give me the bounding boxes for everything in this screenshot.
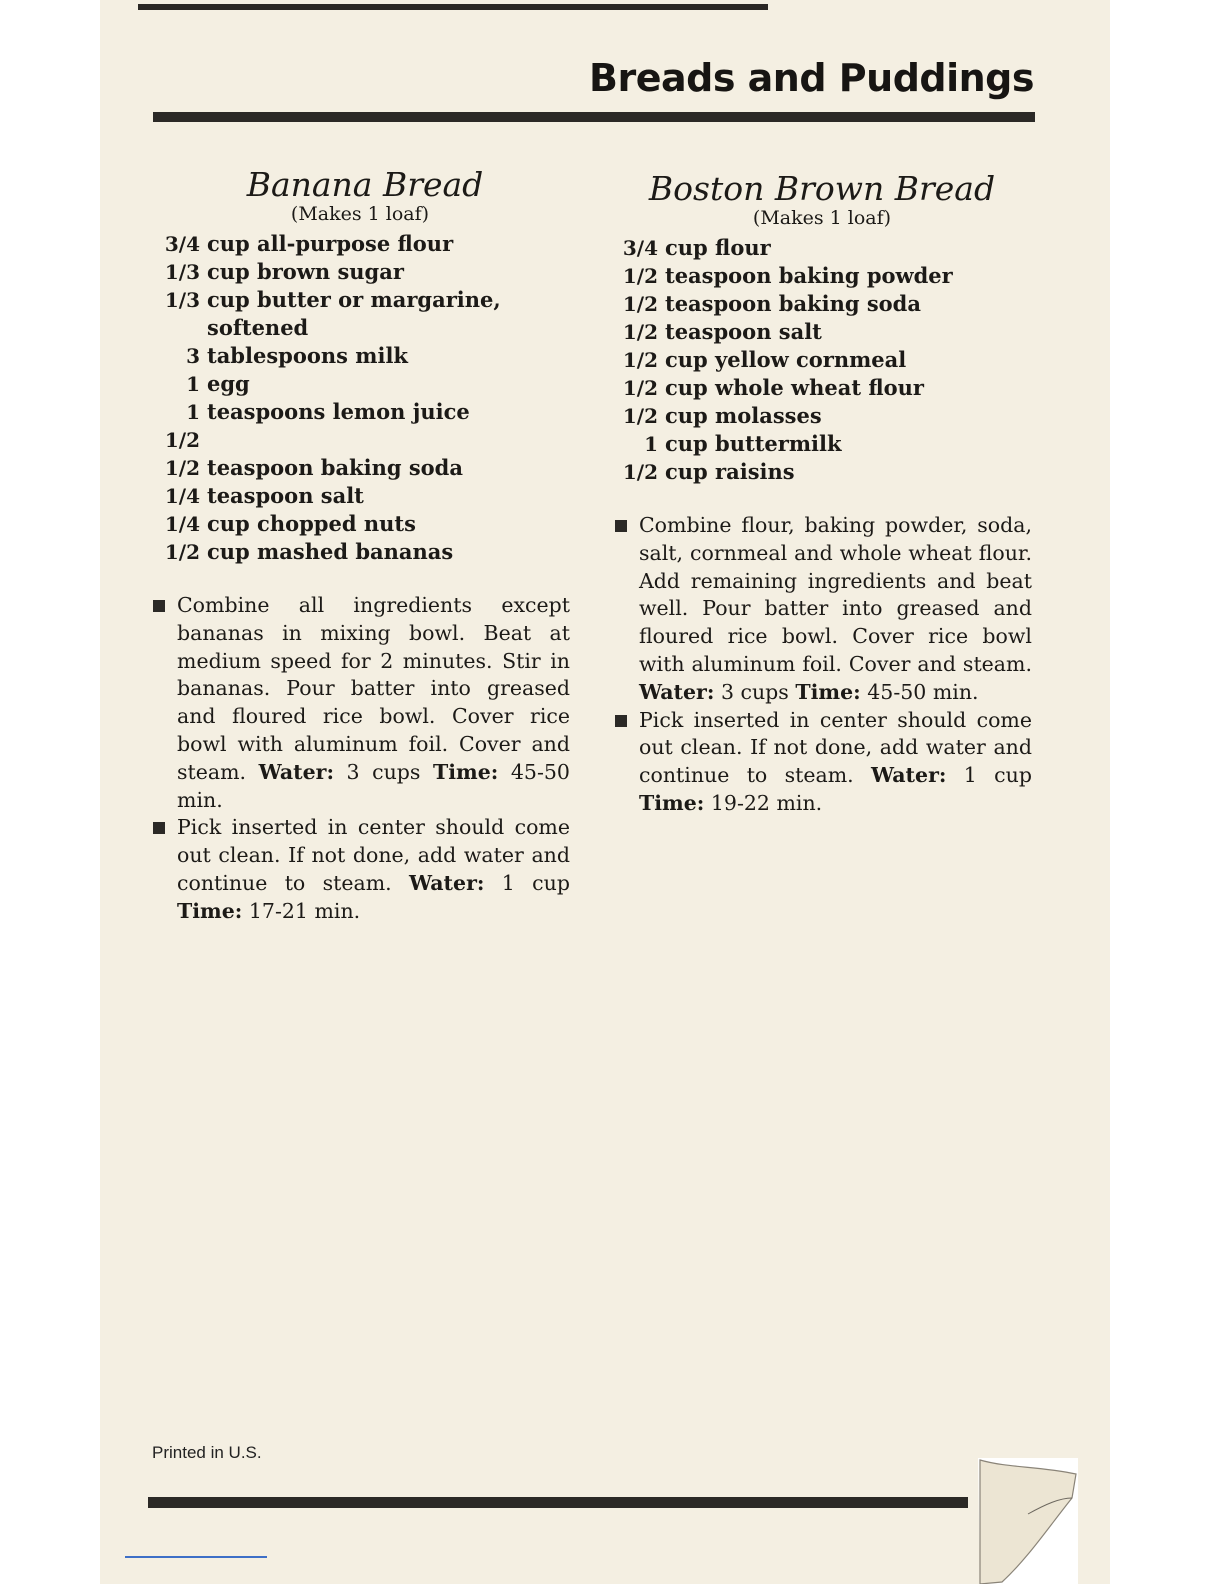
water-amount: 3 cups (346, 759, 421, 784)
ingredient-item (612, 234, 1032, 262)
ingredient-name: teaspoon baking powder (665, 263, 953, 288)
ingredient-name: cup butter or margarine, softened (207, 287, 501, 340)
ingredient-name: cup chopped nuts (207, 511, 416, 536)
ingredient-qty: 1/2 (622, 404, 658, 428)
step-text: Pick inserted in center should come out clean. If not done, add water and continue to steam. (639, 707, 1032, 788)
time-label: Time: (432, 759, 499, 784)
ingredient-item (612, 318, 1032, 346)
ingredient-list (150, 230, 570, 566)
header-rule (153, 112, 1035, 122)
instruction-step (612, 707, 1032, 818)
ingredient-item (150, 342, 570, 370)
ingredient-name: cup all-purpose flour (207, 231, 454, 256)
recipe-title: Boston Brown Bread (648, 169, 996, 208)
ingredient-qty: 3/4 (164, 232, 200, 256)
time-value: 45-50 min. (867, 679, 979, 704)
ingredient-qty: 1/3 (164, 288, 200, 312)
ingredient-name: tablespoons milk (207, 343, 408, 368)
time-value: 19-22 min. (710, 790, 823, 815)
ingredient-name: teaspoon salt (665, 319, 822, 344)
ingredient-qty: 1/4 (164, 512, 200, 536)
ingredient-item (612, 346, 1032, 374)
ingredient-name: cup raisins (665, 459, 795, 484)
ingredient-qty: 1/2 (164, 456, 200, 480)
recipe-yield: (Makes 1 loaf) (752, 207, 892, 229)
ingredient-item (612, 430, 1032, 458)
water-amount: 3 cups (720, 679, 789, 704)
page-curl-icon (968, 1458, 1078, 1584)
recipe-banana-bread (150, 166, 570, 926)
ingredient-qty: 1/2 (622, 264, 658, 288)
water-label: Water: (258, 759, 335, 784)
ingredient-name: cup buttermilk (665, 431, 842, 456)
ingredient-item (612, 458, 1032, 486)
instruction-list (150, 592, 570, 926)
square-bullet-icon (615, 715, 627, 727)
ingredient-list (612, 234, 1032, 486)
instruction-step (150, 814, 570, 925)
ingredient-item (150, 454, 570, 482)
section-title: Breads and Puddings (589, 56, 1034, 100)
ingredient-qty: 3/4 (622, 236, 658, 260)
water-amount: 1 cup (963, 763, 1032, 788)
ingredient-item (612, 290, 1032, 318)
instruction-step (612, 512, 1032, 707)
water-label: Water: (639, 679, 715, 704)
instruction-step (150, 592, 570, 814)
ingredient-name: teaspoon salt (207, 483, 364, 508)
ingredient-qty: 1/2 (622, 348, 658, 372)
footer-rule (148, 1497, 970, 1508)
time-label: Time: (795, 679, 861, 704)
ingredient-name: teaspoon baking soda (207, 455, 463, 480)
ingredient-name: cup mashed bananas (207, 539, 454, 564)
ingredient-item (150, 510, 570, 538)
ingredient-item (150, 538, 570, 566)
ingredient-name: cup brown sugar (207, 259, 404, 284)
step-text: Combine flour, baking powder, soda, salt, cornmeal and whole wheat flour. Add remaining ingredients and beat well. Pour batter into greased and floured rice bowl. Cover rice bowl with aluminum foil. Cover and steam. (639, 513, 1032, 676)
time-value: 17-21 min. (248, 898, 361, 923)
instruction-list (612, 512, 1032, 818)
time-label: Time: (177, 898, 243, 923)
recipe-yield: (Makes 1 loaf) (290, 203, 430, 225)
ingredient-item (612, 374, 1032, 402)
selection-underline (125, 1556, 267, 1558)
ingredient-name: cup whole wheat flour (665, 375, 924, 400)
ingredient-qty: 1/3 (164, 260, 200, 284)
ingredient-qty: 1 1/2 (164, 400, 200, 452)
ingredient-item (150, 230, 570, 258)
ingredient-qty: 1 (186, 372, 200, 396)
ingredient-name: cup flour (665, 235, 771, 260)
ingredient-name: teaspoons lemon juice (207, 399, 470, 424)
time-label: Time: (639, 790, 705, 815)
ingredient-item (150, 370, 570, 398)
ingredient-qty: 3 (186, 344, 200, 368)
recipe-title: Banana Bread (246, 165, 484, 204)
ingredient-item (150, 482, 570, 510)
printed-in-note: Printed in U.S. (152, 1443, 262, 1462)
water-amount: 1 cup (501, 870, 570, 895)
ingredient-item (612, 402, 1032, 430)
ingredient-qty: 1/2 (622, 320, 658, 344)
step-text: Combine all ingredients except bananas in mixing bowl. Beat at medium speed for 2 minutes. Stir in bananas. Pour batter into greased and floured rice bowl. Cover rice bowl with aluminum foil. Cover and steam. (177, 593, 570, 784)
ingredient-name: egg (207, 371, 250, 396)
ingredient-qty: 1/2 (622, 292, 658, 316)
time-value: 45-50 min. (177, 759, 570, 812)
ingredient-qty: 1/2 (622, 460, 658, 484)
recipe-boston-brown-bread (612, 170, 1032, 818)
ingredient-name: teaspoon baking soda (665, 291, 921, 316)
water-label: Water: (871, 763, 947, 788)
square-bullet-icon (153, 600, 165, 612)
ingredient-qty: 1/2 (164, 540, 200, 564)
ingredient-item (612, 262, 1032, 290)
square-bullet-icon (615, 520, 627, 532)
step-text: Pick inserted in center should come out clean. If not done, add water and continue to steam. (177, 815, 570, 895)
ingredient-qty: 1/4 (164, 484, 200, 508)
square-bullet-icon (153, 822, 165, 834)
ingredient-name: cup yellow cornmeal (665, 347, 907, 372)
ingredient-item (150, 398, 570, 454)
water-label: Water: (409, 870, 485, 895)
ingredient-qty: 1/2 (622, 376, 658, 400)
ingredient-item (150, 286, 570, 342)
ingredient-name: cup molasses (665, 403, 822, 428)
page-top-edge (138, 4, 768, 10)
ingredient-qty: 1 (644, 432, 658, 456)
ingredient-item (150, 258, 570, 286)
